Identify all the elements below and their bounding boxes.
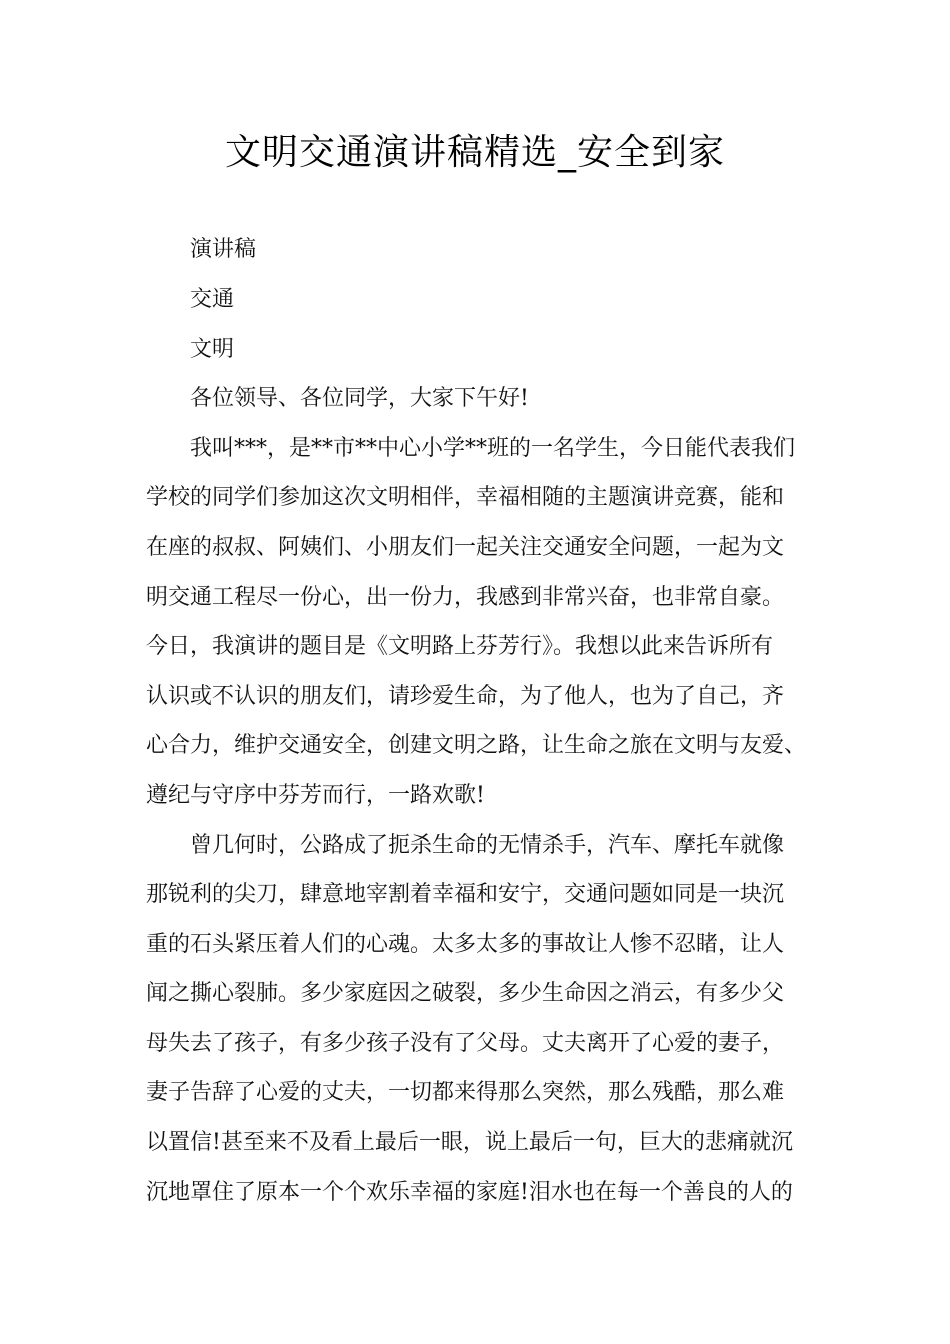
paragraph-line: 闻之撕心裂肺。多少家庭因之破裂，多少生命因之消云，有多少父 xyxy=(146,981,785,1006)
paragraph-line: 曾几何时，公路成了扼杀生命的无情杀手，汽车、摩托车就像 xyxy=(190,833,785,858)
paragraph-line: 明交通工程尽一份心，出一份力，我感到非常兴奋，也非常自豪。 xyxy=(146,585,785,610)
paragraph-line: 在座的叔叔、阿姨们、小朋友们一起关注交通安全问题，一起为文 xyxy=(146,535,785,560)
paragraph-line: 演讲稿 xyxy=(190,237,257,262)
paragraph-line: 妻子告辞了心爱的丈夫，一切都来得那么突然，那么残酷，那么难 xyxy=(146,1080,785,1105)
paragraph-line: 沉地罩住了原本一个个欢乐幸福的家庭!泪水也在每一个善良的人的 xyxy=(146,1180,793,1205)
paragraph-line: 重的石头紧压着人们的心魂。太多太多的事故让人惨不忍睹，让人 xyxy=(146,932,785,957)
paragraph-line: 心合力，维护交通安全，创建文明之路，让生命之旅在文明与友爱、 xyxy=(146,733,807,758)
paragraph-line: 我叫***，是**市**中心小学**班的一名学生，今日能代表我们 xyxy=(190,436,796,461)
document-title: 文明交通演讲稿精选_安全到家 xyxy=(224,132,725,173)
paragraph-line: 交通 xyxy=(190,287,235,312)
paragraph-line: 遵纪与守序中芬芳而行，一路欢歌! xyxy=(146,783,485,808)
paragraph-line: 学校的同学们参加这次文明相伴，幸福相随的主题演讲竞赛，能和 xyxy=(146,485,785,510)
paragraph-line: 各位领导、各位同学，大家下午好! xyxy=(190,386,529,411)
paragraph-line: 认识或不认识的朋友们，请珍爱生命，为了他人，也为了自己，齐 xyxy=(146,684,785,709)
paragraph-line: 文明 xyxy=(190,337,235,362)
paragraph-line: 母失去了孩子，有多少孩子没有了父母。丈夫离开了心爱的妻子， xyxy=(146,1031,785,1056)
paragraph-line: 以置信!甚至来不及看上最后一眼，说上最后一句，巨大的悲痛就沉 xyxy=(146,1130,793,1155)
paragraph-line: 今日，我演讲的题目是《文明路上芬芳行》。我想以此来告诉所有 xyxy=(146,634,774,659)
paragraph-line: 那锐利的尖刀，肆意地宰割着幸福和安宁，交通问题如同是一块沉 xyxy=(146,882,785,907)
